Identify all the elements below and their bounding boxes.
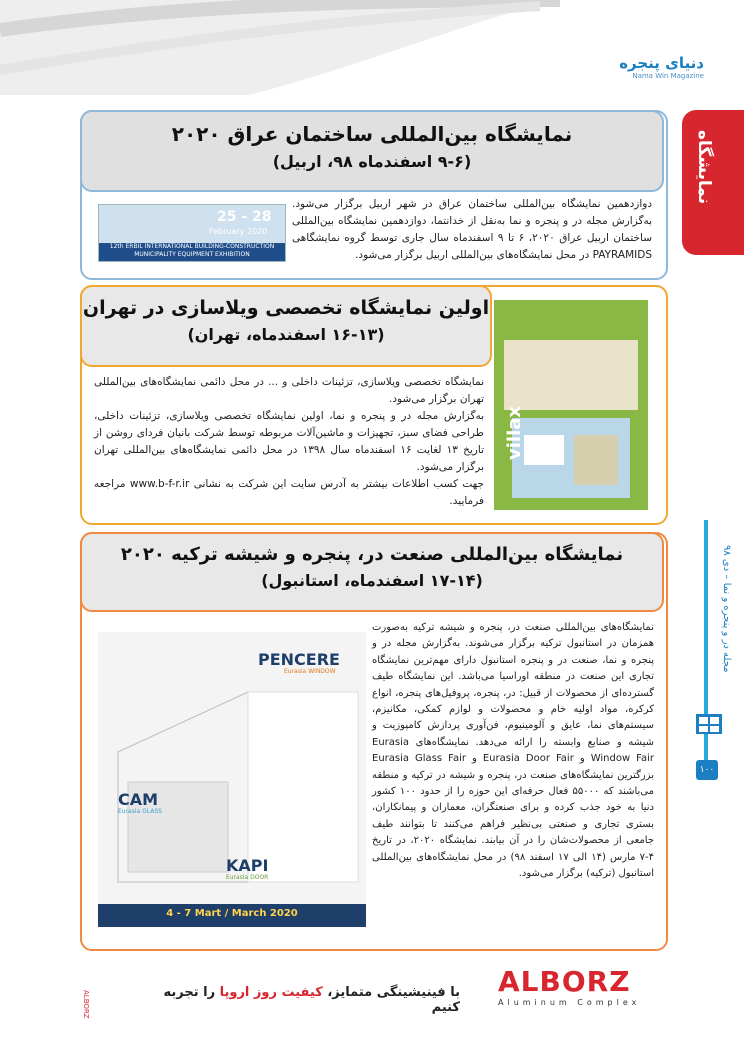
cam-sub: Eurasia GLASS	[118, 808, 162, 815]
article-turkey-subtitle: (۱۷-۱۴ اسفندماه، استانبول)	[261, 571, 483, 590]
article-villa-p1: نمایشگاه تخصصی ویلاسازی، تزئینات داخلی و ... در محل دائمی نمایشگاه‌های بین‌المللی تهران برگزار می‌شود.	[94, 376, 484, 405]
article-villa-p2: به‌گزارش مجله در و پنجره و نما، اولین نمایشگاه تخصصی ویلاسازی، تزئینات داخلی، طراحی فضای سبز، تجهیزات و ماشین‌آلات مربوطه توسط شرکت بانیان فردای روشن از تاریخ ۱۳ لغایت ۱۶ اسفندماه سال ۱۳۹۸ در محل دائمی نمایشگاه‌های بین‌المللی تهران برگزار می‌شود.	[94, 410, 485, 473]
window-icon	[694, 710, 724, 738]
logo-en: Nama Win Magazine	[632, 72, 704, 80]
pencere-sub: Eurasia WINDOW	[284, 668, 336, 675]
footer-slogan	[140, 985, 460, 1015]
kapi-brand: KAPI	[226, 856, 269, 875]
erbil-ad-month: February 2020	[209, 227, 268, 236]
article-iraq-title: نمایشگاه بین‌المللی ساختمان عراق ۲۰۲۰	[171, 122, 573, 146]
villax-ad	[494, 300, 648, 510]
article-iraq-subtitle: (۹-۶ اسفندماه ۹۸، اربیل)	[272, 152, 472, 171]
article-iraq-body: دوازدهمین نمایشگاه بین‌المللی ساختمان عراق در شهر اربیل برگزار می‌شود. به‌گزارش مجله در و پنجره و نما به‌نقل از خدانتما، دوازدهمین نمایشگاه بین‌المللی ساختمان اربیل عراق ۲۰۲۰، ۶ تا ۹ اسفندماه سال جاری توسط گروه نمایشگاهی PAYRAMIDS در محل نمایشگاه‌های بین‌المللی اربیل برگزار می‌شود.	[292, 198, 652, 261]
alborz-logo	[498, 965, 666, 1027]
alborz-sub: Aluminum Complex	[498, 998, 641, 1007]
article-villa-subtitle: (۱۶-۱۳ اسفندماه، تهران)	[187, 325, 385, 344]
eurasia-expo-ad	[98, 632, 366, 927]
slogan-red: کیفیت روز اروپا	[219, 985, 323, 1000]
eurasia-ad-dates: 4 - 7 Mart / March 2020	[166, 908, 298, 919]
page-number: ۱۰۰	[696, 760, 718, 780]
header-swoosh	[0, 0, 560, 95]
erbil-ad-line: 12th ERBIL INTERNATIONAL BUILDING-CONSTRUCTION MUNICIPALITY EQUIPMENT EXHIBITION	[99, 243, 285, 261]
alborz-brand: ALBORZ	[498, 965, 631, 998]
article-villa-title: اولین نمایشگاه تخصصی ویلاسازی در تهران	[82, 297, 490, 319]
article-villa-p3: جهت کسب اطلاعات بیشتر به آدرس سایت این شرکت به نشانی www.b-f-r.ir مراجعه فرمایید.	[94, 478, 484, 507]
magazine-logo	[554, 54, 704, 84]
article-villa-body	[94, 374, 484, 510]
villax-ad-image	[494, 300, 648, 510]
kapi-sub: Eurasia DOOR	[226, 874, 269, 881]
section-tab	[682, 110, 744, 255]
magazine-label: مجله در و پنجره و نما – دی ۹۸	[721, 545, 732, 673]
left-brand-strip: ALBORZ	[82, 990, 90, 1019]
section-label: نمایشگاه	[694, 130, 714, 205]
erbil-expo-ad	[98, 204, 286, 262]
slogan-part2: را تجربه کنیم	[163, 985, 460, 1015]
slogan-part1: با فینیشینگی متمایز،	[327, 985, 460, 1000]
house-illustration	[98, 632, 366, 927]
logo-fa: دنیای پنجره	[619, 54, 704, 72]
article-turkey-title: نمایشگاه بین‌المللی صنعت در، پنجره و شیشه ترکیه ۲۰۲۰	[120, 544, 624, 565]
article-villa-title-box	[80, 285, 492, 367]
article-iraq-title-box	[80, 110, 664, 192]
cam-brand: CAM	[118, 790, 159, 809]
article-turkey-title-box	[80, 532, 664, 612]
villax-ad-label: villax	[504, 406, 525, 460]
article-turkey-body: نمایشگاه‌های بین‌المللی صنعت در، پنجره و شیشه ترکیه به‌صورت همزمان در استانبول ترکیه برگزار می‌شوند. به‌گزارش مجله در و پنجره و نما، صنعت در و پنجره استانبول دارای مهم‌ترین نمایشگاه تجاری این صنعت در منطقه اوراسیا می‌باشد. این نمایشگاه طیف گسترده‌ای از محصولات از قبیل: در، پنجره، پروفیل‌های پنجره، انواع کرکره، مواد اولیه خام و محصولات و لوازم کمکی، مکانیزم، سیستم‌های نما، عایق و آلومینیوم، فن‌آوری پردازش کامپوزیت و شیشه و صنایع وابسته را ارائه می‌دهد. نمایشگاه‌های Eurasia Window Fair و Eurasia Door Fair و Eurasia Glass Fair بزرگترین نمایشگاه‌های صنعت در، پنجره و شیشه در ترکیه و منطقه می‌باشند که ۵۵۰۰۰ فعال حرفه‌ای این حوزه را از حدود ۱۰۰ کشور دنیا به خود جذب کرده و برای صنعتگران، معماران و پیمانکاران، بستری تجاری و صنعتی بی‌نظیر فراهم می‌کنند تا بتوانند طیف جامعی از محصولات‌شان را در آن بیابند. نمایشگاه ۲۰۲۰، در تاریخ ۴-۷ مارس (۱۴ الی ۱۷ اسفند ۹۸) در محل نمایشگاه‌های بین‌المللی استانبول (ترکیه) برگزار می‌شود.	[372, 622, 654, 880]
erbil-ad-dates: 25 - 28	[217, 209, 272, 225]
pencere-brand: PENCERE	[258, 650, 340, 669]
